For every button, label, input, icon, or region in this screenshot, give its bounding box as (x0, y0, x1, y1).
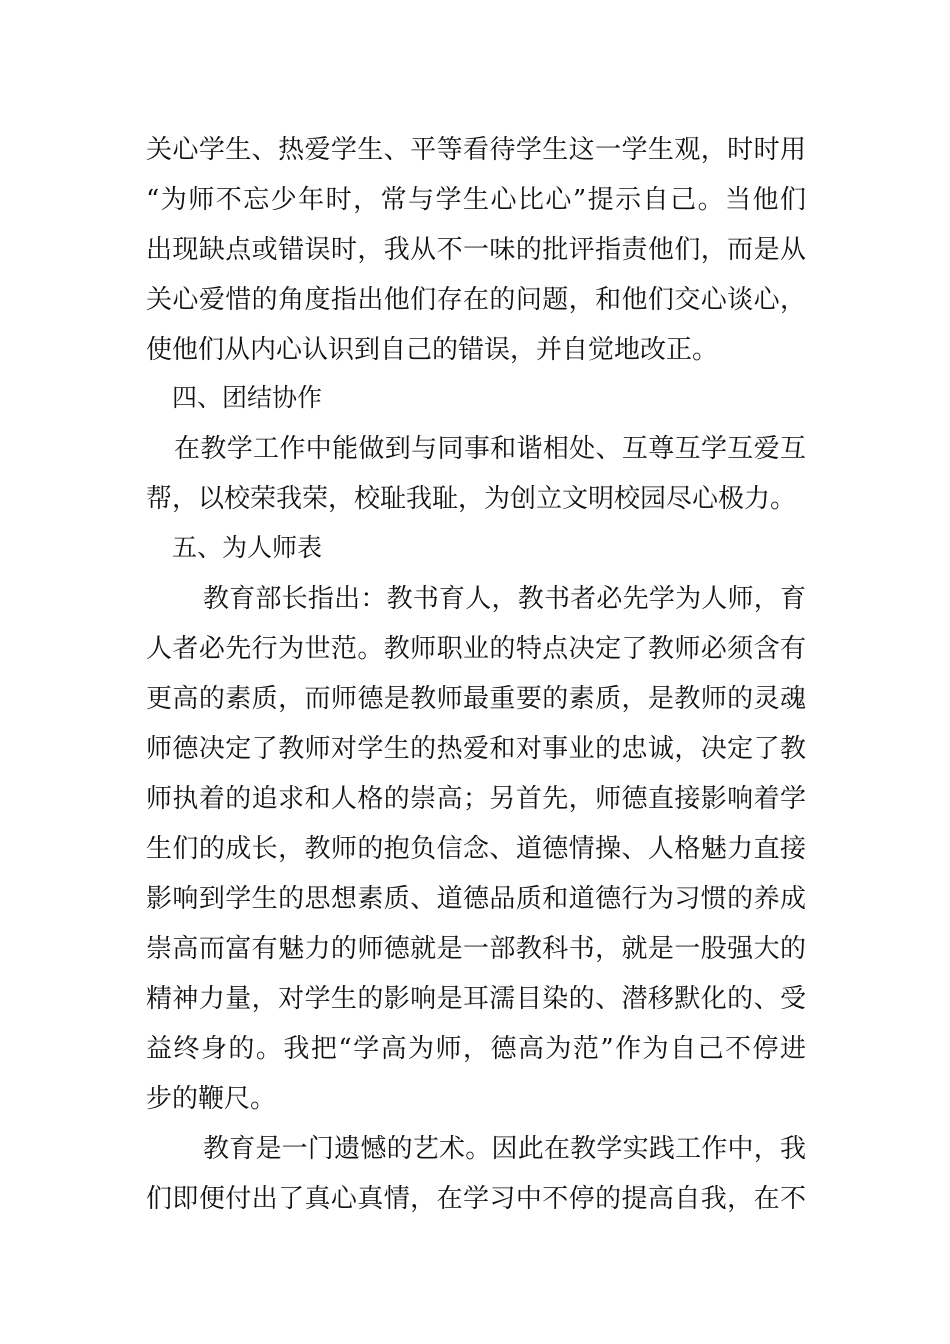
paragraph-line: 崇高而富有魅力的师德就是一部教科书，就是一股强大的 (146, 934, 806, 964)
paragraph-line: 步的鞭尺。 (146, 1084, 277, 1114)
paragraph-line: 更高的素质，而师德是教师最重要的素质，是教师的灵魂 (146, 684, 806, 714)
paragraph-line: 在教学工作中能做到与同事和谐相处、互尊互学互爱互 (174, 434, 806, 464)
paragraph-line: “为师不忘少年时，常与学生心比心”提示自己。当他们 (146, 185, 806, 215)
paragraph-line: 教育是一门遗憾的艺术。因此在教学实践工作中，我 (203, 1134, 806, 1164)
paragraph-line: 师德决定了教师对学生的热爱和对事业的忠诚，决定了教 (146, 734, 806, 764)
paragraph-line: 关心学生、热爱学生、平等看待学生这一学生观，时时用 (146, 135, 806, 165)
section-heading: 四、团结协作 (172, 383, 323, 412)
paragraph-line: 们即便付出了真心真情，在学习中不停的提高自我，在不 (146, 1184, 806, 1214)
paragraph-line: 影响到学生的思想素质、道德品质和道德行为习惯的养成 (146, 884, 806, 914)
paragraph-line: 生们的成长，教师的抱负信念、道德情操、人格魅力直接 (146, 834, 806, 864)
paragraph-line: 出现缺点或错误时，我从不一味的批评指责他们，而是从 (146, 235, 806, 265)
paragraph-line: 益终身的。我把“学高为师，德高为范”作为自己不停进 (146, 1034, 806, 1064)
paragraph-line: 精神力量，对学生的影响是耳濡目染的、潜移默化的、受 (146, 984, 806, 1014)
paragraph-line: 关心爱惜的角度指出他们存在的问题，和他们交心谈心， (146, 285, 806, 315)
paragraph-line: 师执着的追求和人格的崇高；另首先，师德直接影响着学 (146, 784, 806, 814)
paragraph-line: 使他们从内心认识到自己的错误，并自觉地改正。 (146, 335, 719, 365)
paragraph-line: 帮，以校荣我荣，校耻我耻，为创立文明校园尽心极力。 (146, 484, 797, 514)
paragraph-line: 人者必先行为世范。教师职业的特点决定了教师必须含有 (146, 634, 806, 664)
section-heading: 五、为人师表 (172, 533, 323, 562)
paragraph-line: 教育部长指出：教书育人，教书者必先学为人师，育 (203, 584, 806, 614)
